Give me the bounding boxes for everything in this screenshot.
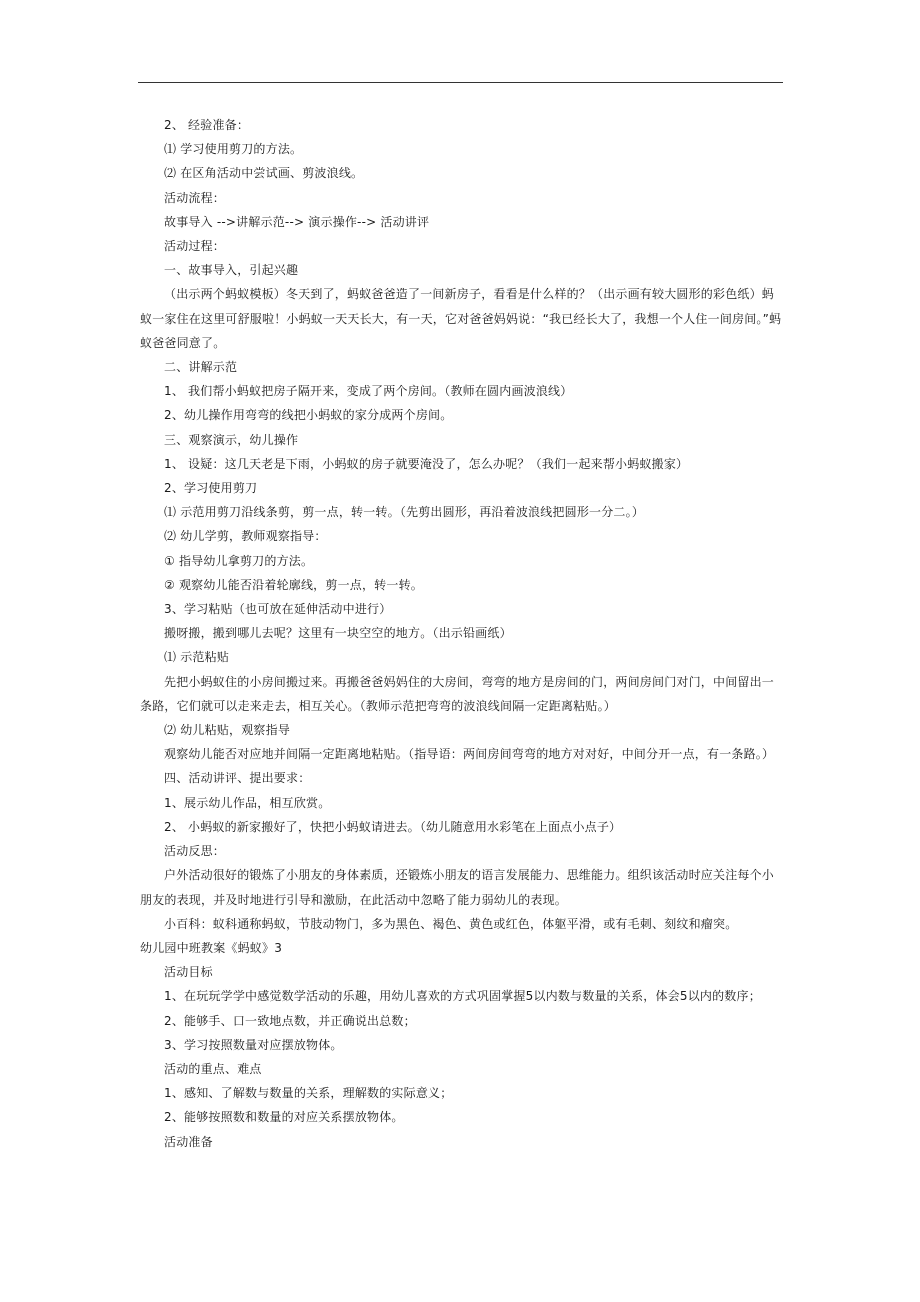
paragraph: ① 指导幼儿拿剪刀的方法。 [164,553,314,568]
document-body [140,113,785,1154]
paragraph: ⑵ 在区角活动中尝试画、剪波浪线。 [164,166,364,181]
paragraph: 幼儿园中班教案《蚂蚁》3 [140,940,283,955]
paragraph: ⑴ 示范用剪刀沿线条剪，剪一点，转一转。（先剪出圆形，再沿着波浪线把圆形一分二。） [164,505,645,520]
paragraph: 2、学习使用剪刀 [164,481,258,496]
paragraph: 活动准备 [164,1134,213,1149]
paragraph: 活动过程： [164,239,226,254]
paragraph: 活动反思： [164,844,226,859]
paragraph: 2、 经验准备： [164,118,250,132]
paragraph: ⑴ 示范粘贴 [164,650,230,665]
paragraph: 二、讲解示范 [164,360,238,375]
paragraph: 1、 设疑：这几天老是下雨，小蚂蚁的房子就要淹没了，怎么办呢？（我们一起来帮小蚂蚁搬家） [164,456,689,471]
paragraph: 2、 小蚂蚁的新家搬好了，快把小蚂蚁请进去。（幼儿随意用水彩笔在上面点小点子） [164,819,622,834]
paragraph: 1、展示幼儿作品，相互欣赏。 [164,795,331,810]
header-rule [138,82,783,83]
paragraph: 活动目标 [164,965,213,980]
paragraph: 四、活动讲评、提出要求： [164,771,311,786]
paragraph: 1、感知、了解数与数量的关系，理解数的实际意义； [164,1086,453,1101]
paragraph: 活动流程： [164,190,226,205]
paragraph: 3、学习按照数量对应摆放物体。 [164,1037,343,1052]
paragraph: 3、学习粘贴（也可放在延伸活动中进行） [164,602,392,617]
paragraph: 活动的重点、难点 [164,1061,262,1076]
paragraph: 2、能够按照数和数量的对应关系摆放物体。 [164,1110,404,1125]
paragraph: 三、观察演示，幼儿操作 [164,432,299,447]
paragraph: 故事导入 -->讲解示范--> 演示操作--> 活动讲评 [164,214,430,229]
paragraph: 2、能够手、口一致地点数，并正确说出总数； [164,1013,416,1028]
paragraph: 小百科：蚁科通称蚂蚁，节肢动物门，多为黑色、褐色、黄色或红色，体躯平滑，或有毛刺、刻纹和瘤突。 [164,916,738,931]
paragraph: 搬呀搬，搬到哪儿去呢？这里有一块空空的地方。（出示铅画纸） [164,626,512,641]
paragraph: 1、 我们帮小蚂蚁把房子隔开来，变成了两个房间。（教师在圆内画波浪线） [164,384,573,399]
paragraph: ⑴ 学习使用剪刀的方法。 [164,142,303,157]
paragraph: ⑵ 幼儿粘贴，观察指导 [164,723,291,738]
paragraph: ② 观察幼儿能否沿着轮廓线，剪一点，转一转。 [164,577,423,592]
paragraph: 2、幼儿操作用弯弯的线把小蚂蚁的家分成两个房间。 [164,408,453,423]
paragraph: （出示两个蚂蚁模板）冬天到了，蚂蚁爸爸造了一间新房子，看看是什么样的？（出示画有较大圆形的彩色纸）蚂蚁一家住在这里可舒服啦！小蚂蚁一天天长大，有一天，它对爸爸妈妈说：“我已经长大了，我想一个人住一间房间。”蚂蚁爸爸同意了。 [140,287,782,350]
paragraph: ⑵ 幼儿学剪，教师观察指导： [164,529,327,544]
paragraph: 1、在玩玩学学中感觉数学活动的乐趣，用幼儿喜欢的方式巩固掌握5以内数与数量的关系，体会5以内的数序； [164,989,761,1004]
paragraph: 先把小蚂蚁住的小房间搬过来。再搬爸爸妈妈住的大房间，弯弯的地方是房间的门，两间房间门对门，中间留出一条路，它们就可以走来走去，相互关心。（教师示范把弯弯的波浪线间隔一定距离粘贴。） [140,674,775,713]
paragraph: 户外活动很好的锻炼了小朋友的身体素质，还锻炼小朋友的语言发展能力、思维能力。组织该活动时应关注每个小朋友的表现，并及时地进行引导和激励，在此活动中忽略了能力弱幼儿的表现。 [140,868,775,907]
paragraph: 一、故事导入，引起兴趣 [164,263,299,278]
paragraph: 观察幼儿能否对应地并间隔一定距离地粘贴。（指导语：两间房间弯弯的地方对对好，中间分开一点，有一条路。） [164,747,775,762]
